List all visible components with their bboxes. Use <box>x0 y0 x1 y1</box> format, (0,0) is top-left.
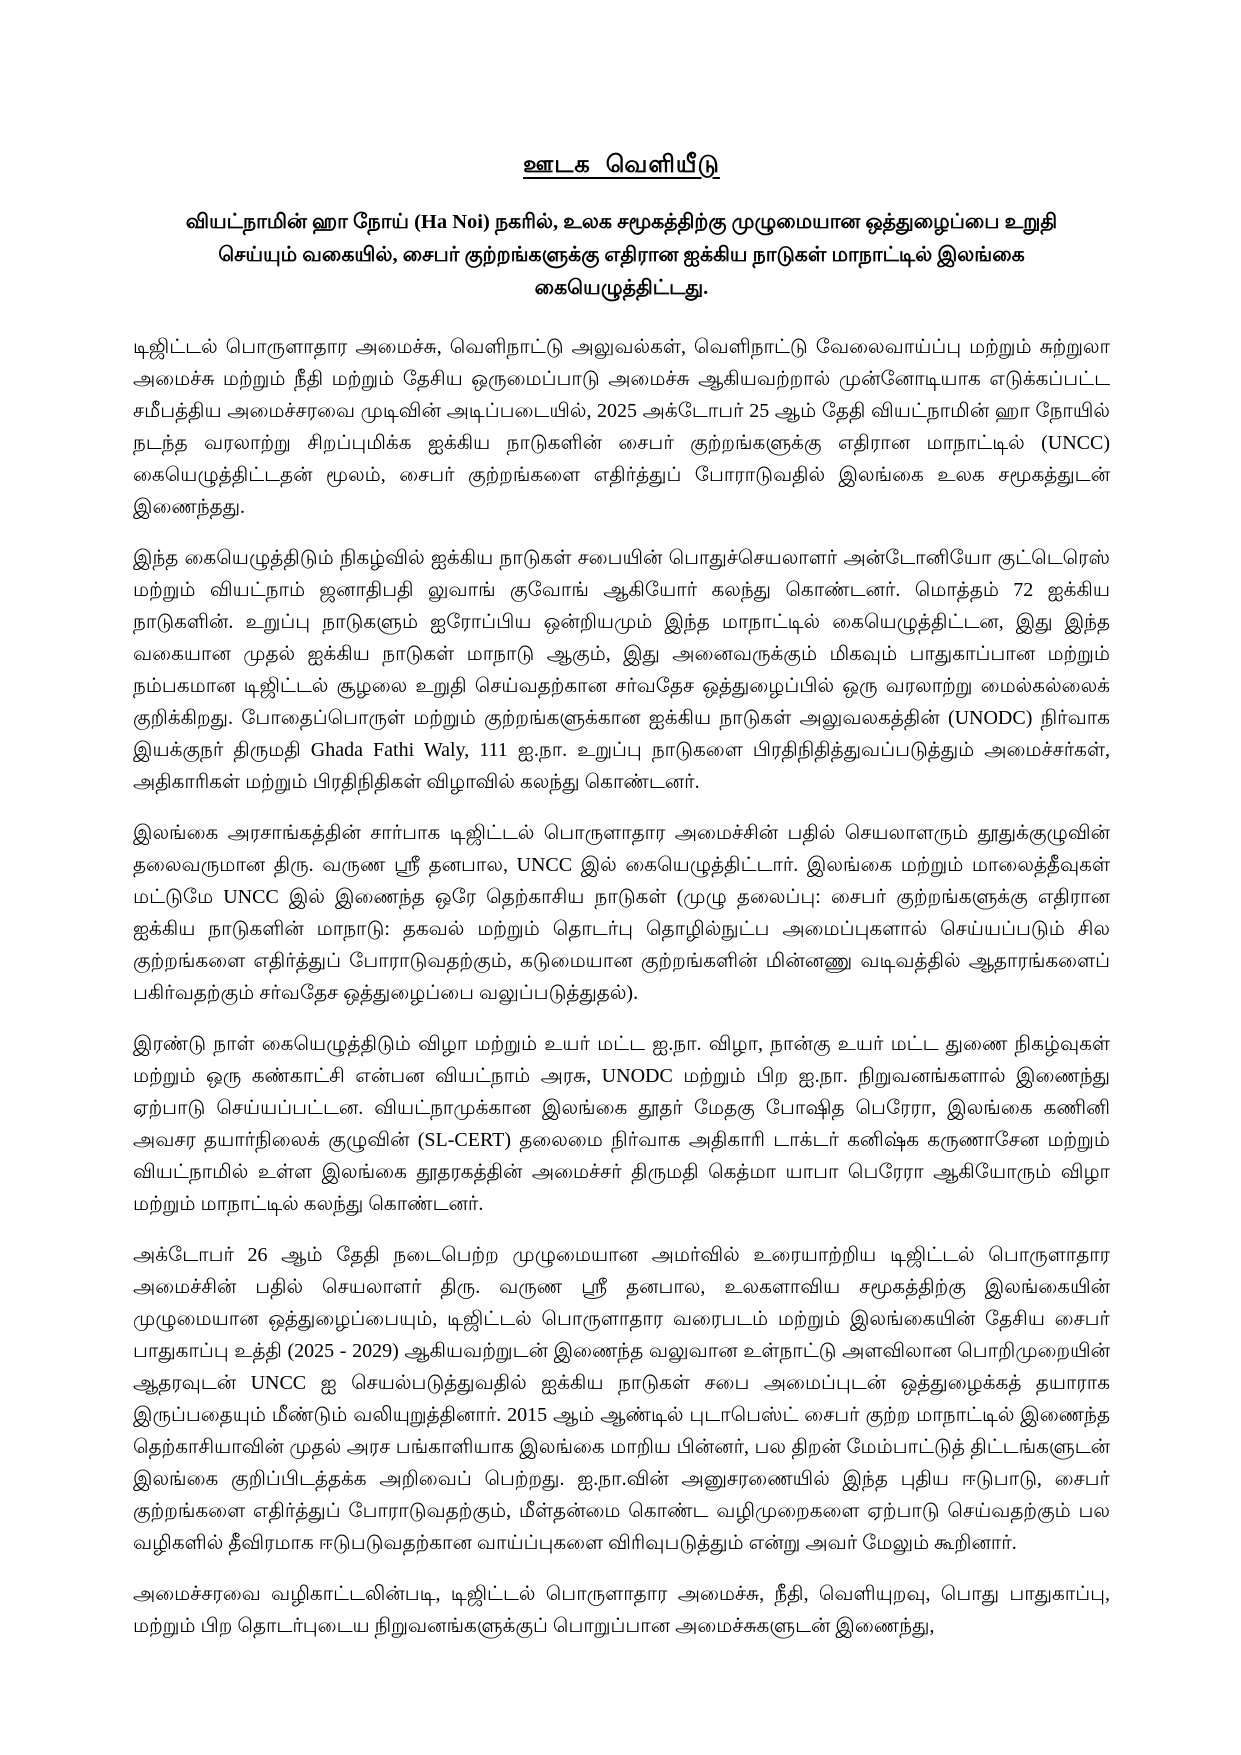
paragraph-1: டிஜிட்டல் பொருளாதார அமைச்சு, வெளிநாட்டு அலுவல்கள், வெளிநாட்டு வேலைவாய்ப்பு மற்றும் சுற்றுலா அமைச்சு மற்றும் நீதி மற்றும் தேசிய ஒருமைப்பாடு அமைச்சு ஆகியவற்றால் முன்னோடியாக எடுக்கப்பட்ட சமீபத்திய அமைச்சரவை முடிவின் அடிப்படையில், 2025 அக்டோபர் 25 ஆம் தேதி வியட்நாமின் ஹா நோயில் நடந்த வரலாற்று சிறப்புமிக்க ஐக்கிய நாடுகளின் சைபர் குற்றங்களுக்கு எதிரான மாநாட்டில் (UNCC) கையெழுத்திட்டதன் மூலம், சைபர் குற்றங்களை எதிர்த்துப் போராடுவதில் இலங்கை உலக சமூகத்துடன் இணைந்தது. <box>133 336 1110 518</box>
document-title: ஊடக வெளியீடு <box>523 152 720 178</box>
paragraph-6: அமைச்சரவை வழிகாட்டலின்படி, டிஜிட்டல் பொருளாதார அமைச்சு, நீதி, வெளியுறவு, பொது பாதுகாப்பு, மற்றும் பிற தொடர்புடைய நிறுவனங்களுக்குப் பொறுப்பான அமைச்சுகளுடன் இணைந்து, <box>133 1583 1110 1637</box>
paragraph-4: இரண்டு நாள் கையெழுத்திடும் விழா மற்றும் உயர் மட்ட ஐ.நா. விழா, நான்கு உயர் மட்ட துணை நிகழ்வுகள் மற்றும் ஒரு கண்காட்சி என்பன வியட்நாம் அரசு, UNODC மற்றும் பிற ஐ.நா. நிறுவனங்களால் இணைந்து ஏற்பாடு செய்யப்பட்டன. வியட்நாமுக்கான இலங்கை தூதர் மேதகு போஷித பெரேரா, இலங்கை கணினி அவசர தயார்நிலைக் குழுவின் (SL-CERT) தலைமை நிர்வாக அதிகாரி டாக்டர் கனிஷ்க கருணாசேன மற்றும் வியட்நாமில் உள்ள இலங்கை தூதரகத்தின் அமைச்சர் திருமதி கெத்மா யாபா பெரேரா ஆகியோரும் விழா மற்றும் மாநாட்டில் கலந்து கொண்டனர். <box>133 1033 1110 1215</box>
document-subtitle: வியட்நாமின் ஹா நோய் (Ha Noi) நகரில், உலக சமூகத்திற்கு முழுமையான ஒத்துழைப்பை உறுதி செய்யும் வகையில், சைபர் குற்றங்களுக்கு எதிரான ஐக்கிய நாடுகள் மாநாட்டில் இலங்கை கையெழுத்திட்டது. <box>185 211 1058 299</box>
paragraph-5: அக்டோபர் 26 ஆம் தேதி நடைபெற்ற முழுமையான அமர்வில் உரையாற்றிய டிஜிட்டல் பொருளாதார அமைச்சின் பதில் செயலாளர் திரு. வருண ஸ்ரீ தனபால, உலகளாவிய சமூகத்திற்கு இலங்கையின் முழுமையான ஒத்துழைப்பையும், டிஜிட்டல் பொருளாதார வரைபடம் மற்றும் இலங்கையின் தேசிய சைபர் பாதுகாப்பு உத்தி (2025 - 2029) ஆகியவற்றுடன் இணைந்த வலுவான உள்நாட்டு அளவிலான பொறிமுறையின் ஆதரவுடன் UNCC ஐ செயல்படுத்துவதில் ஐக்கிய நாடுகள் சபை அமைப்புடன் ஒத்துழைக்கத் தயாராக இருப்பதையும் மீண்டும் வலியுறுத்தினார். 2015 ஆம் ஆண்டில் புடாபெஸ்ட் சைபர் குற்ற மாநாட்டில் இணைந்த தெற்காசியாவின் முதல் அரச பங்காளியாக இலங்கை மாறிய பின்னர், பல திறன் மேம்பாட்டுத் திட்டங்களுடன் இலங்கை குறிப்பிடத்தக்க அறிவைப் பெற்றது. ஐ.நா.வின் அனுசரணையில் இந்த புதிய ஈடுபாடு, சைபர் குற்றங்களை எதிர்த்துப் போராடுவதற்கும், மீள்தன்மை கொண்ட வழிமுறைகளை ஏற்பாடு செய்வதற்கும் பல வழிகளில் தீவிரமாக ஈடுபடுவதற்கான வாய்ப்புகளை விரிவுபடுத்தும் என்று அவர் மேலும் கூறினார். <box>133 1244 1111 1554</box>
paragraph-2: இந்த கையெழுத்திடும் நிகழ்வில் ஐக்கிய நாடுகள் சபையின் பொதுச்செயலாளர் அன்டோனியோ குட்டெரெஸ் மற்றும் வியட்நாம் ஜனாதிபதி லுவாங் குவோங் ஆகியோர் கலந்து கொண்டனர். மொத்தம் 72 ஐக்கிய நாடுகளின். உறுப்பு நாடுகளும் ஐரோப்பிய ஒன்றியமும் இந்த மாநாட்டில் கையெழுத்திட்டன, இது இந்த வகையான முதல் ஐக்கிய நாடுகள் மாநாடு ஆகும், இது அனைவருக்கும் மிகவும் பாதுகாப்பான மற்றும் நம்பகமான டிஜிட்டல் சூழலை உறுதி செய்வதற்கான சர்வதேச ஒத்துழைப்பில் ஒரு வரலாற்று மைல்கல்லைக் குறிக்கிறது. போதைப்பொருள் மற்றும் குற்றங்களுக்கான ஐக்கிய நாடுகள் அலுவலகத்தின் (UNODC) நிர்வாக இயக்குநர் திருமதி Ghada Fathi Waly, 111 ஐ.நா. உறுப்பு நாடுகளை பிரதிநிதித்துவப்படுத்தும் அமைச்சர்கள், அதிகாரிகள் மற்றும் பிரதிநிதிகள் விழாவில் கலந்து கொண்டனர். <box>133 547 1111 793</box>
document-body <box>133 331 1110 1642</box>
paragraph-3: இலங்கை அரசாங்கத்தின் சார்பாக டிஜிட்டல் பொருளாதார அமைச்சின் பதில் செயலாளரும் தூதுக்குழுவின் தலைவருமான திரு. வருண ஸ்ரீ தனபால, UNCC இல் கையெழுத்திட்டார். இலங்கை மற்றும் மாலைத்தீவுகள் மட்டுமே UNCC இல் இணைந்த ஒரே தெற்காசிய நாடுகள் (முழு தலைப்பு: சைபர் குற்றங்களுக்கு எதிரான ஐக்கிய நாடுகளின் மாநாடு: தகவல் மற்றும் தொடர்பு தொழில்நுட்ப அமைப்புகளால் செய்யப்படும் சில குற்றங்களை எதிர்த்துப் போராடுவதற்கும், கடுமையான குற்றங்களின் மின்னணு வடிவத்தில் ஆதாரங்களைப் பகிர்வதற்கும் சர்வதேச ஒத்துழைப்பை வலுப்படுத்துதல்). <box>133 822 1110 1004</box>
